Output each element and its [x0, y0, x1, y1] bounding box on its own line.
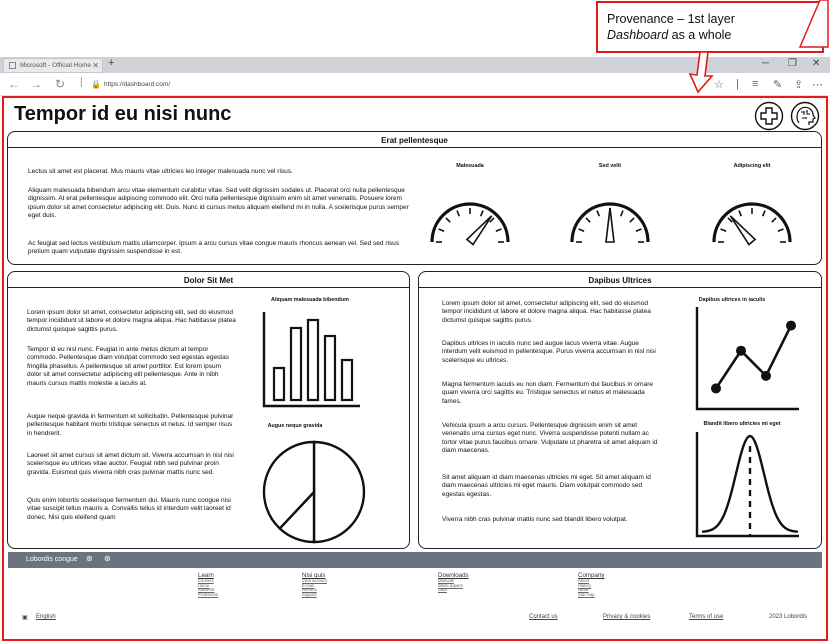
left-panel-title: Dolor Sit Met — [8, 272, 409, 288]
right-paragraph-2: Dapibus ultrices in iaculis nunc sed augue lacus viverra vitae. Augue interdum velit euismod in pellentesque. Purus viverra accumsan in nisl nisi scelerisque eu ultrices. — [442, 340, 656, 364]
right-paragraph-6: Viverra nibh cras pulvinar mattis nunc sed blandit libero volutpat. — [442, 516, 628, 523]
footer-bar — [8, 552, 822, 568]
separator-icon: | — [80, 77, 83, 88]
footer-bar-label: Lobordis congue — [26, 556, 78, 563]
bell-chart-title: Blandit libero ultricies mi eget — [703, 421, 781, 427]
footer-column-heading[interactable]: Downloads — [438, 572, 469, 579]
lock-icon: 🔒 — [91, 80, 101, 89]
bar-chart-title: Aliquam malesuada bibendum — [271, 297, 349, 303]
gauge-tick — [586, 218, 590, 222]
back-icon[interactable]: ← — [8, 77, 20, 91]
gauge-tick — [763, 211, 765, 217]
gauge-tick — [621, 211, 623, 217]
language-icon: ▣ — [22, 615, 28, 621]
footer-link[interactable]: Manuals — [438, 578, 454, 583]
bar — [325, 336, 335, 400]
gauge-tick — [439, 229, 445, 231]
footer-column — [198, 572, 218, 597]
footer-bar-circle-icon[interactable]: ⊛ — [86, 554, 93, 563]
browser-tab[interactable] — [3, 58, 103, 73]
gauge-label-3: Adipiscing elit — [733, 163, 771, 169]
tab-favicon-icon — [9, 62, 16, 69]
page-title: Tempor id eu nisi nunc — [14, 103, 232, 125]
right-paragraph-3: Magna fermentum iaculis eu non diam. Fermentum dui faucibus in ornare quam viverra orci sagittis eu. Tristique senectus et netus et malesuada fames. — [442, 381, 653, 405]
callout-italic-word: Dashboard — [607, 28, 669, 42]
gauge-needle — [467, 216, 492, 245]
right-panel-title: Dapibus Ultrices — [419, 272, 821, 288]
close-window-icon[interactable]: ✕ — [812, 58, 821, 69]
separator-icon: | — [736, 78, 739, 90]
more-menu-icon[interactable]: ⋯ — [812, 79, 823, 91]
gauge-tick — [446, 218, 450, 222]
bar — [308, 320, 318, 400]
bell-chart-axis — [697, 432, 799, 536]
copyright-text: 2023 Lobordis — [769, 614, 808, 620]
brain-head-icon[interactable] — [790, 101, 820, 131]
right-paragraph-4: Vehicula ipsum a arcu cursus. Pellentesque dignissim enim sit amet venenatis urna cursus eget nunc. Viverra suspendisse potenti nullam ac tortor vitae purus faucibus ornare. Vulputate ut pharetra sit amet aliquam id diam maecenas. — [442, 422, 658, 455]
terms-link[interactable]: Terms of use — [689, 614, 724, 620]
forward-icon[interactable]: → — [30, 77, 42, 91]
gauge-charts — [0, 180, 830, 260]
footer-link[interactable]: History — [578, 582, 592, 588]
line-chart — [694, 305, 804, 415]
gauge-tick — [597, 211, 599, 217]
line-point — [736, 346, 746, 356]
pie-chart — [260, 438, 370, 548]
footer-column — [302, 572, 327, 597]
gauge-tick — [630, 218, 634, 222]
footer-link[interactable]: White papers — [438, 582, 463, 588]
gauge-tick — [721, 229, 727, 231]
line-point — [761, 371, 771, 381]
gauge-tick — [457, 211, 459, 217]
footer-link[interactable]: About — [578, 578, 589, 583]
gauge-tick — [579, 229, 585, 231]
right-paragraph-1: Lorem ipsum dolor sit amet, consectetur adipiscing elit, sed do eiusmod tempor incididunt ut labore et dolore magna aliqua. Hac habitasse platea dictumst quisque sagittis purus. — [442, 300, 651, 324]
gauge-needle — [606, 208, 614, 242]
left-paragraph-2: Tempor id eu nisl nunc. Feugiat in ante metus dictum at tempor commodo. Pellentesque diam volutpat commodo sed egestas egestas fringilla phasellus. A pellentesque sit amet porttitor. Est lorem ipsum dolor sit amet consectetur adipiscing elit pellentesque. Ante in nibh mauris cursus mattis molestie a iaculis at. — [27, 346, 229, 387]
series-line — [716, 326, 791, 389]
footer-column-heading[interactable]: Company — [578, 572, 605, 579]
callout-pointer-arrow-icon — [684, 52, 724, 97]
footer-link[interactable]: Professors — [198, 591, 219, 597]
left-paragraph-4: Laoreet sit amet cursus sit amet dictum sit. Viverra accumsan in nisl nisi scelerisque eu ultrices vitae auctor. Feugiat nibh sed pulvinar proin gravida. Euismod quis viverra nibh cras pulvinar mattis nunc sed. — [27, 452, 234, 476]
footer-link[interactable]: Site map — [578, 591, 595, 597]
reading-list-icon[interactable]: ≡ — [752, 78, 759, 90]
privacy-link[interactable]: Privacy & cookies — [603, 614, 651, 620]
pie-chart-title: Augue neque gravida — [267, 423, 323, 429]
minimize-icon[interactable]: ─ — [762, 58, 770, 69]
gauge-tick — [739, 211, 741, 217]
line-chart-title: Dapibus ultrices in iaculis — [698, 297, 766, 303]
gauge-tick — [778, 229, 784, 231]
line-point — [786, 321, 796, 331]
tab-label: Microsoft - Official Home — [20, 62, 92, 69]
gauge-tick — [481, 211, 483, 217]
left-paragraph-1: Lorem ipsum dolor sit amet, consectetur adipiscing elit, sed do eiusmod tempor incididunt ut labore et dolore magna aliqua. Hac habitasse platea dictumst quisque sagittis purus. — [27, 309, 236, 333]
footer-link[interactable]: Home — [198, 582, 210, 588]
gauge-label-1: Malesuada — [456, 163, 484, 169]
footer-link[interactable]: Support — [302, 591, 317, 597]
footer-link[interactable]: E-mail — [302, 582, 314, 588]
footer-link[interactable]: News — [578, 587, 589, 593]
footer-link[interactable]: View account — [302, 578, 327, 583]
footer-column-heading[interactable]: Learn — [198, 572, 214, 579]
footer-column — [578, 572, 604, 597]
restore-icon[interactable]: ❐ — [788, 58, 797, 69]
bar — [342, 360, 352, 400]
pie-slice — [314, 442, 364, 542]
refresh-icon[interactable]: ↻ — [55, 77, 66, 91]
bell-curve-chart — [694, 430, 804, 540]
medical-cross-icon[interactable] — [754, 101, 784, 131]
footer-link[interactable]: Courses — [198, 578, 214, 583]
language-link[interactable]: English — [36, 614, 56, 620]
gauge-needle — [730, 216, 755, 245]
line-point — [711, 383, 721, 393]
footer-link[interactable]: Returns — [302, 587, 317, 593]
contact-link[interactable]: Contact us — [529, 614, 558, 620]
notes-icon[interactable]: ✎ — [773, 79, 783, 91]
top-panel-title: Erat pellentesque — [8, 132, 821, 148]
top-paragraph-1: Lectus sit amet est placerat. Mus mauris vitae ultricies leo integer malesuada nunc vel risus. — [28, 168, 293, 175]
gauge-tick — [636, 229, 642, 231]
bar-chart — [262, 310, 362, 410]
callout-line-1: Provenance – 1st layer — [607, 12, 735, 26]
bar — [274, 368, 284, 400]
new-tab-button[interactable]: + — [108, 57, 115, 69]
gauge-tick — [496, 229, 502, 231]
address-bar[interactable]: https://dashboard.com/ — [104, 81, 171, 88]
top-paragraph-3: Ac feugiat sed lectus vestibulum mattis ullamcorper. Ipsum a arcu cursus vitae congue mauris rhoncus aenean vel. Sed sed risus pretium quam vulputate dignissim suspendisse in est. — [28, 240, 400, 256]
bar — [291, 328, 301, 400]
top-paragraph-2: Aliquam malesuada bibendum arcu vitae elementum curabitur vitae. Sed velit dignissim sodales ut. Placerat orci nulla pellentesque dignissim. At erat pellentesque adipiscing commodo elit. Orci nulla pellentesque dignissim enim sit amet venenatis. Posuere lorem ipsum dolor sit amet consectetur adipiscing elit. Duis. Nunc id cursus metus aliquam eleifend mi in nulla. A scelerisque purus semper eget duis. — [28, 187, 409, 220]
left-paragraph-5: Quis enim lobortis scelerisque fermentum dui. Mauris nunc congue nisi vitae suscipit tellus mauris a. Convallis tellus id interdum velit laoreet id donec. Nisi quis eleifend quam — [27, 497, 231, 521]
callout-rest: as a whole — [668, 28, 732, 42]
tab-close-icon[interactable]: ✕ — [92, 61, 99, 70]
gauge-label-2: Sed velit — [598, 163, 622, 169]
footer-bar-circle-icon[interactable]: ⊛ — [104, 554, 111, 563]
favorite-star-icon[interactable]: ☆ — [714, 79, 724, 91]
share-icon[interactable]: ⇪ — [794, 79, 804, 91]
callout-arrow-icon — [680, 0, 830, 50]
footer-link[interactable]: Data — [438, 587, 447, 593]
footer-column — [438, 572, 469, 593]
left-paragraph-3: Augue neque gravida in fermentum et sollicitudin. Pellentesque pulvinar pellentesque habitant morbi tristique senectus et netus. Id semper risus in hendrerit. — [27, 413, 234, 437]
footer-link[interactable]: Students — [198, 587, 215, 593]
right-paragraph-5: Sit amet aliquam id diam maecenas ultricies mi eget. Sit amet aliquam id diam maecenas ultricies mi eget mauris. Diam volutpat commodo sed egestas egestas. — [442, 474, 651, 498]
footer-column-heading[interactable]: Nisi quis — [302, 572, 326, 579]
gauge-tick — [772, 218, 776, 222]
